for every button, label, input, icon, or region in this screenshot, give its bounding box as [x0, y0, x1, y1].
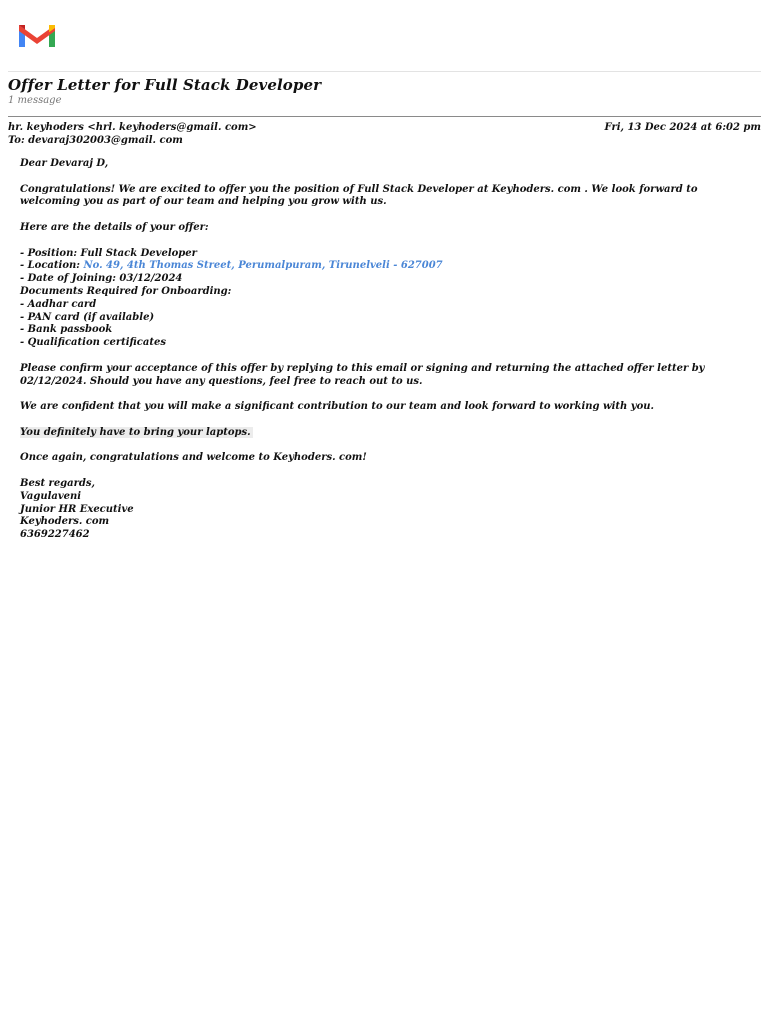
document-item: - Aadhar card — [20, 298, 97, 310]
intro-paragraph: Congratulations! We are excited to offer you the position of Full Stack Developer at Keyhoders. com . We look forward to welcoming you as part of our team and helping you grow with us. — [20, 183, 698, 208]
email-subject: Offer Letter for Full Stack Developer — [8, 76, 322, 94]
document-item: - Bank passbook — [20, 324, 113, 336]
signoff: Best regards, — [20, 477, 96, 489]
sent-date: Fri, 13 Dec 2024 at 6:02 pm — [604, 122, 761, 133]
recipient: To: devaraj302003@gmail. com — [8, 135, 183, 146]
laptops-note — [20, 427, 748, 440]
closing-paragraph: Once again, congratulations and welcome to Keyhoders. com! — [20, 452, 367, 464]
sender: hr. keyhoders <hrl. keyhoders@gmail. com> — [8, 122, 257, 133]
position-line: - Position: Full Stack Developer — [20, 247, 197, 259]
signature-company: Keyhoders. com — [20, 516, 110, 528]
details-heading: Here are the details of your offer: — [20, 221, 209, 233]
location-address-link[interactable]: No. 49, 4th Thomas Street, Perumalpuram, Tirunelveli - 627007 — [83, 260, 443, 272]
message-count: 1 message — [8, 95, 62, 106]
documents-heading: Documents Required for Onboarding: — [20, 285, 232, 297]
document-item: - PAN card (if available) — [20, 311, 155, 323]
signature-name: Vagulaveni — [20, 490, 82, 502]
document-item: - Qualification certificates — [20, 337, 166, 349]
location-label: - Location: — [20, 260, 84, 272]
laptops-highlight: You definitely have to bring your laptops. — [20, 426, 251, 438]
gmail-logo-icon — [16, 19, 58, 49]
confident-paragraph: We are confident that you will make a significant contribution to our team and look forward to working with you. — [20, 401, 655, 413]
greeting: Dear Devaraj D, — [20, 158, 109, 169]
location-line — [20, 260, 748, 273]
signature-phone: 6369227462 — [20, 529, 90, 541]
header-divider — [8, 71, 761, 72]
joining-line: - Date of Joining: 03/12/2024 — [20, 273, 183, 285]
email-body — [20, 158, 748, 542]
confirm-paragraph: Please confirm your acceptance of this offer by replying to this email or signing and returning the attached offer letter by 02/12/2024. Should you have any questions, feel free to reach out to us. — [20, 362, 705, 387]
signature-title: Junior HR Executive — [20, 503, 134, 515]
thread-divider — [8, 116, 761, 117]
